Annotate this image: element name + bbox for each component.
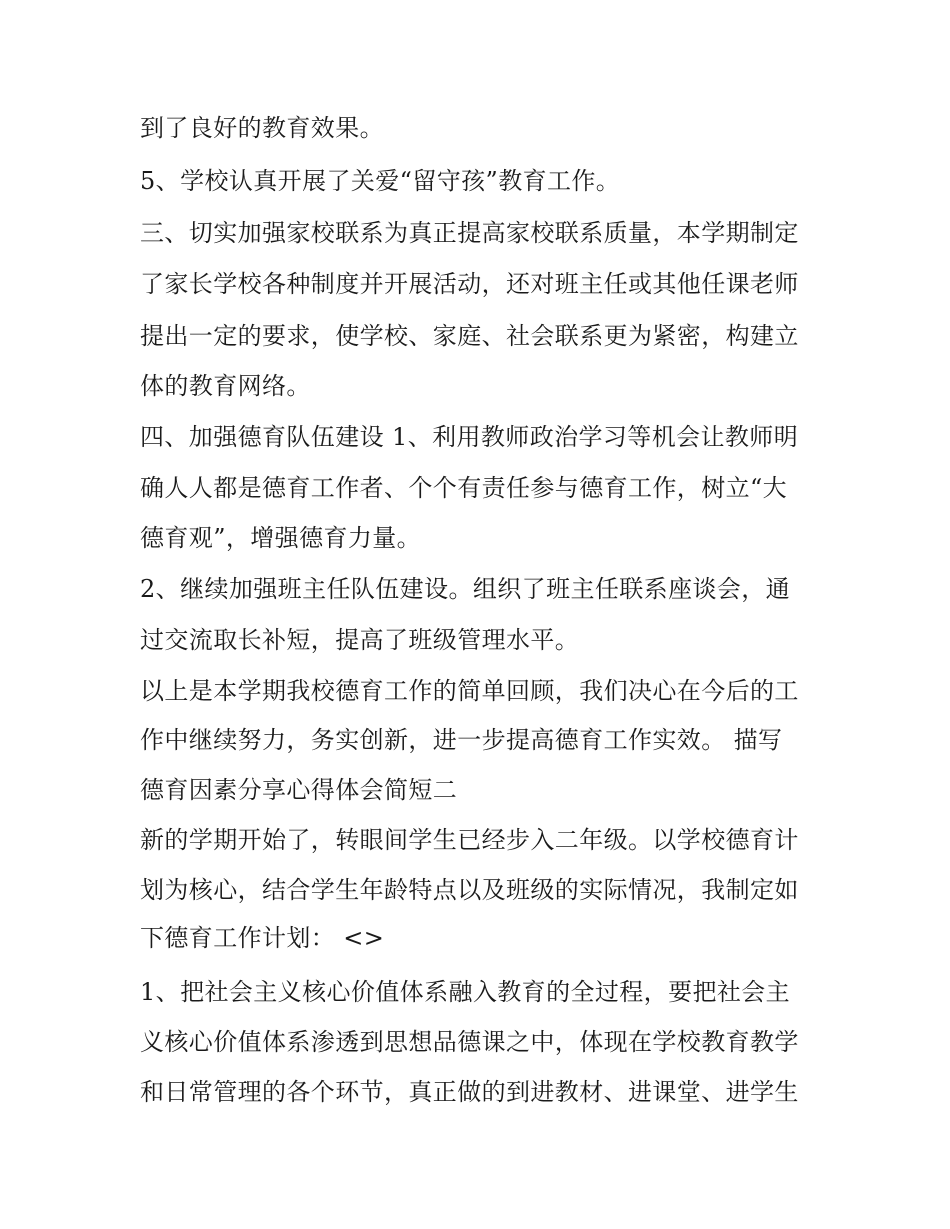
text-line: 以上是本学期我校德育工作的简单回顾，我们决心在今后的工 bbox=[140, 677, 799, 705]
text-line: 5、学校认真开展了关爱“留守孩”教育工作。 bbox=[140, 167, 621, 195]
text-line: 2、继续加强班主任队伍建设。组织了班主任联系座谈会，通 bbox=[140, 575, 791, 603]
text-line: 体的教育网络。 bbox=[140, 372, 311, 400]
text-line: 提出一定的要求，使学校、家庭、社会联系更为紧密，构建立 bbox=[140, 322, 799, 350]
text-line: 划为核心，结合学生年龄特点以及班级的实际情况，我制定如 bbox=[140, 876, 799, 904]
text-line: 1、把社会主义核心价值体系融入教育的全过程，要把社会主 bbox=[140, 978, 791, 1006]
text-line: 过交流取长补短，提高了班级管理水平。 bbox=[140, 626, 580, 654]
text-line: 新的学期开始了，转眼间学生已经步入二年级。以学校德育计 bbox=[140, 826, 799, 854]
text-line: 德育因素分享心得体会简短二 bbox=[140, 776, 458, 804]
text-line: 确人人都是德育工作者、个个有责任参与德育工作，树立“大 bbox=[140, 474, 788, 502]
text-line: 三、切实加强家校联系为真正提高家校联系质量，本学期制定 bbox=[140, 219, 799, 247]
text-line: 义核心价值体系渗透到思想品德课之中，体现在学校教育教学 bbox=[140, 1028, 799, 1056]
text-line: 作中继续努力，务实创新，进一步提高德育工作实效。 描写 bbox=[140, 726, 783, 754]
text-line: 四、加强德育队伍建设 1、利用教师政治学习等机会让教师明 bbox=[140, 423, 799, 451]
text-line: 了家长学校各种制度并开展活动，还对班主任或其他任课老师 bbox=[140, 270, 799, 298]
text-line: 下德育工作计划： <> bbox=[140, 924, 385, 952]
text-line: 到了良好的教育效果。 bbox=[140, 114, 384, 142]
text-line: 和日常管理的各个环节，真正做的到进教材、进课堂、进学生 bbox=[140, 1078, 799, 1106]
text-line: 德育观”，增强德育力量。 bbox=[140, 524, 422, 552]
